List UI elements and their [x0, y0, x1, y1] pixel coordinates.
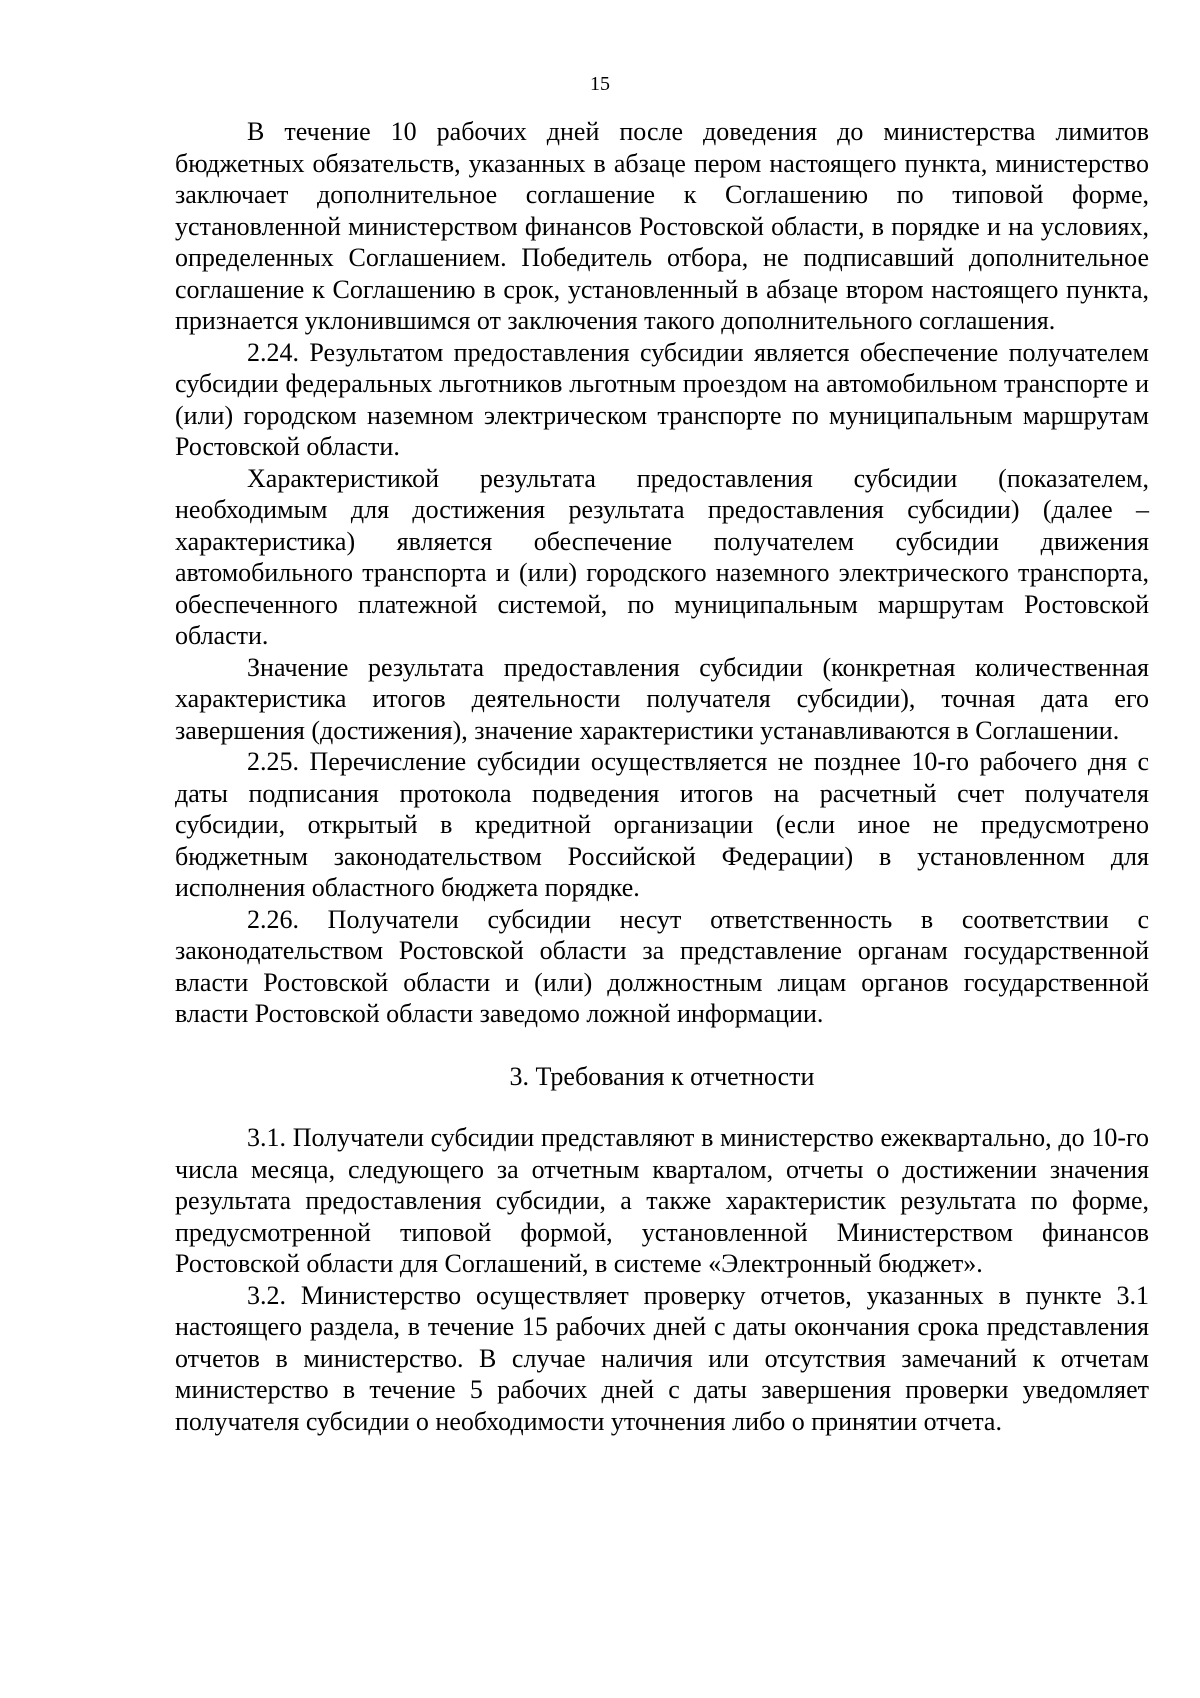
paragraph-result-characteristic: Характеристикой результата предоставления субсидии (показателем, необходимым для достижения результата предоставления субсидии) (далее – характеристика) является обеспечение получателем субсидии движения автомобильного транспорта и (или) городского наземного электрического транспорта, обеспеченного платежной системой, по муниципальным маршрутам Ростовской области. [175, 463, 1149, 650]
section-heading-reporting: 3. Требования к отчетности [509, 1061, 815, 1091]
paragraph-result-value: Значение результата предоставления субсидии (конкретная количественная характеристика итогов деятельности получателя субсидии), точная дата его завершения (достижения), значение характеристики устанавливаются в Соглашении. [175, 652, 1149, 745]
page-number: 15 [590, 73, 610, 95]
paragraph-2-24-result: 2.24. Результатом предоставления субсидии является обеспечение получателем субсидии федеральных льготников льготным проездом на автомобильном транспорте и (или) городском наземном электрическом транспорте по муниципальным маршрутам Ростовской области. [175, 337, 1149, 461]
document-body [175, 116, 1149, 1437]
paragraph-2-26-responsibility: 2.26. Получатели субсидии несут ответственность в соответствии с законодательством Ростовской области за представление органам государственной власти Ростовской области и (или) должностным лицам органов государственной власти Ростовской области заведомо ложной информации. [175, 904, 1149, 1028]
paragraph-2-25-transfer: 2.25. Перечисление субсидии осуществляется не позднее 10-го рабочего дня с даты подписания протокола подведения итогов на расчетный счет получателя субсидии, открытый в кредитной организации (если иное не предусмотрено бюджетным законодательством Российской Федерации) в установленном для исполнения областного бюджета порядке. [175, 747, 1149, 902]
paragraph-limits-agreement: В течение 10 рабочих дней после доведения до министерства лимитов бюджетных обязательств, указанных в абзаце пером настоящего пункта, министерство заключает дополнительное соглашение к Соглашению по типовой форме, установленной министерством финансов Ростовской области, в порядке и на условиях, определенных Соглашением. Победитель отбора, не подписавший дополнительное соглашение к Соглашению в срок, установленный в абзаце втором настоящего пункта, признается уклонившимся от заключения такого дополнительного соглашения. [175, 117, 1149, 335]
paragraph-3-2-verification: 3.2. Министерство осуществляет проверку отчетов, указанных в пункте 3.1 настоящего раздела, в течение 15 рабочих дней с даты окончания срока представления отчетов в министерство. В случае наличия или отсутствия замечаний к отчетам министерство в течение 5 рабочих дней с даты завершения проверки уведомляет получателя субсидии о необходимости уточнения либо о принятии отчета. [175, 1280, 1149, 1436]
paragraph-3-1-reports: 3.1. Получатели субсидии представляют в министерство ежеквартально, до 10-го числа месяца, следующего за отчетным кварталом, отчеты о достижении значения результата предоставления субсидии, а также характеристик результата по форме, предусмотренной типовой формой, установленной Министерством финансов Ростовской области для Соглашений, в системе «Электронный бюджет». [175, 1123, 1149, 1278]
